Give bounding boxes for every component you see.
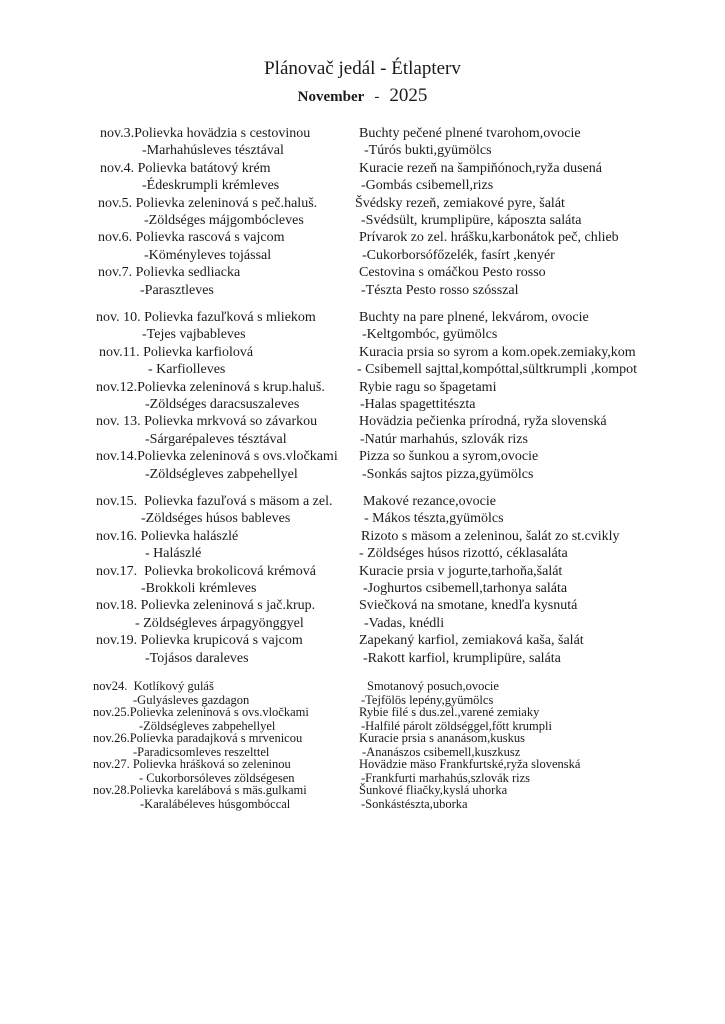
day-label: nov. 10. — [96, 310, 145, 325]
main-hu: -Halfilé párolt zöldséggel,főtt krumpli — [361, 718, 552, 733]
day-label: nov.19. — [96, 633, 141, 649]
soup-hu: - Karfiolleves — [148, 362, 226, 378]
main-hu: -Natúr marhahús, szlovák rizs — [360, 431, 528, 447]
main-sk: Hovädzia pečienka prírodná, ryža slovenská — [359, 414, 607, 430]
page-subtitle — [0, 85, 725, 107]
soup-hu: - Halászlé — [145, 546, 202, 562]
main-hu: -Sonkás sajtos pizza,gyümölcs — [362, 466, 534, 482]
soup-sk: Polievka rascová s vajcom — [135, 230, 285, 246]
main-hu: - Mákos tészta,gyümölcs — [364, 511, 504, 527]
soup-hu: -Brokkoli krémleves — [141, 580, 257, 596]
soup-sk: Polievka brokolicová krémová — [144, 563, 316, 579]
main-sk: Šunkové fliačky,kyslá uhorka — [359, 783, 508, 797]
soup-line-sk — [96, 528, 238, 545]
soup-line-sk — [99, 344, 253, 361]
month-label: November — [297, 89, 365, 105]
soup-sk: Polievka zeleninová s peč.haluš. — [135, 195, 318, 211]
main-hu: -Halas spagettitészta — [360, 396, 476, 412]
day-label: nov.17. — [96, 563, 145, 579]
page-title: Plánovač jedál - Étlapterv — [264, 58, 461, 79]
soup-hu: -Zöldségleves zabpehellyel — [145, 466, 298, 482]
soup-hu: -Zöldséges daracsuszaleves — [145, 396, 300, 412]
soup-sk: Polievka karfiolová — [143, 344, 254, 360]
main-sk: Hovädzie mäso Frankfurtské,ryža slovenská — [359, 757, 581, 771]
subtitle-dash: - — [374, 89, 380, 105]
main-hu: -Joghurtos csibemell,tarhonya saláta — [363, 580, 568, 596]
main-hu: -Keltgombóc, gyümölcs — [362, 327, 498, 343]
main-hu: -Tejfölös lepény,gyümölcs — [361, 692, 494, 707]
soup-sk: Polievka mrkvová so závarkou — [144, 414, 318, 430]
main-sk: Sviečková na smotane, knedľa kysnutá — [359, 598, 578, 614]
main-hu: - Zöldséges húsos rizottó, céklasaláta — [359, 546, 568, 562]
day-label: nov.28. — [93, 783, 130, 797]
soup-line-sk — [96, 448, 338, 465]
soup-hu: -Sárgarépaleves tésztával — [145, 431, 287, 447]
main-sk: Pizza so šunkou a syrom,ovocie — [359, 449, 539, 465]
main-sk: Zapekaný karfiol, zemiaková kaša, šalát — [359, 633, 584, 649]
main-hu: -Svédsült, krumplipüre, káposzta saláta — [361, 212, 582, 228]
main-sk: Kuracie prsia v jogurte,tarhoňa,šalát — [359, 563, 563, 579]
soup-sk: Polievka halászlé — [140, 528, 239, 544]
main-sk: Smotanový posuch,ovocie — [367, 679, 499, 693]
soup-line-sk — [96, 597, 315, 614]
main-sk: Prívarok zo zel. hrášku,karbonátok peč, chlieb — [359, 230, 619, 246]
day-label: nov.27. — [93, 757, 133, 771]
main-hu: -Tészta Pesto rosso szósszal — [361, 282, 519, 298]
day-label: nov.7. — [98, 265, 136, 281]
soup-sk: Polievka zeleninová s ovs.vločkami — [129, 705, 309, 719]
soup-hu: -Paradicsomleves reszelttel — [133, 744, 270, 759]
soup-line-sk — [96, 379, 325, 396]
main-sk: Makové rezance,ovocie — [363, 494, 496, 509]
main-hu: -Gombás csibemell,rizs — [361, 178, 494, 194]
soup-line-sk — [96, 632, 303, 649]
day-label: nov.16. — [96, 528, 141, 544]
soup-line-sk — [100, 160, 271, 177]
day-label: nov24. — [93, 679, 134, 693]
main-hu: -Frankfurti marhahús,szlovák rizs — [361, 770, 531, 785]
soup-sk: Polievka karelábová s mäs.gulkami — [129, 783, 307, 797]
day-label: nov.18. — [96, 598, 141, 614]
day-label: nov.12. — [96, 379, 138, 395]
soup-line-sk — [96, 563, 316, 580]
soup-line-sk — [96, 493, 333, 510]
day-label: nov.6. — [98, 230, 136, 246]
soup-hu: -Zöldséges húsos bableves — [141, 511, 291, 527]
soup-sk: Polievka fazuľková s mliekom — [144, 310, 316, 325]
main-sk: Rizoto s mäsom a zeleninou, šalát zo st.cvikly — [361, 528, 620, 544]
soup-hu: -Parasztleves — [140, 282, 214, 298]
main-sk: Rybie ragu so špagetami — [359, 379, 497, 395]
soup-line-sk — [98, 229, 285, 246]
soup-line-sk — [98, 195, 317, 212]
soup-hu: -Gulyásleves gazdagon — [133, 692, 250, 707]
soup-sk: Polievka zeleninová s jač.krup. — [140, 598, 316, 614]
day-label: nov.14. — [96, 449, 138, 465]
soup-sk: Polievka batátový krém — [137, 160, 271, 176]
soup-sk: Polievka paradajková s mrvenicou — [129, 731, 303, 745]
day-label: nov.25. — [93, 705, 130, 719]
soup-hu: - Cukorborsóleves zöldségesen — [139, 770, 295, 785]
main-hu: -Túrós bukti,gyümölcs — [364, 143, 492, 159]
day-label: nov.3. — [100, 126, 135, 141]
soup-hu: -Tejes vajbableves — [142, 327, 246, 343]
main-sk: Buchty pečené plnené tvarohom,ovocie — [359, 126, 581, 141]
soup-hu: -Zöldséges májgombócleves — [144, 212, 304, 228]
soup-hu: -Marhahúsleves tésztával — [142, 143, 284, 159]
day-label: nov.15. — [96, 494, 145, 509]
main-hu: -Rakott karfiol, krumplipüre, saláta — [363, 650, 561, 666]
soup-hu: - Zöldségleves árpagyönggyel — [135, 615, 304, 631]
soup-sk: Polievka hrášková so zeleninou — [132, 757, 291, 771]
main-hu: -Vadas, knédli — [364, 615, 445, 631]
main-sk: Kuracia prsia so syrom a kom.opek.zemiaky,kom — [359, 344, 636, 360]
main-sk: Kuracie rezeň na šampiňónoch,ryža dusená — [359, 160, 602, 176]
soup-line-sk — [96, 413, 317, 430]
soup-sk: Polievka zeleninová s krup.haluš. — [137, 379, 325, 395]
soup-hu: -Köményleves tojással — [144, 247, 272, 263]
day-label: nov.11. — [99, 344, 144, 360]
main-sk: Rybie filé s dus.zel.,varené zemiaky — [359, 705, 540, 719]
soup-line-sk — [100, 125, 310, 142]
soup-sk: Polievka sedliacka — [135, 265, 241, 281]
year-label: 2025 — [389, 85, 428, 106]
main-sk: Cestovina s omáčkou Pesto rosso — [359, 265, 546, 281]
main-hu: -Sonkástészta,uborka — [361, 796, 468, 811]
soup-sk: Polievka zeleninová s ovs.vločkami — [137, 449, 338, 465]
main-sk: Buchty na pare plnené, lekvárom, ovocie — [359, 310, 589, 325]
day-label: nov.5. — [98, 195, 136, 211]
soup-sk: Kotlíkový guláš — [133, 679, 214, 693]
day-label: nov.26. — [93, 731, 130, 745]
soup-line-sk — [98, 264, 240, 281]
main-hu: - Csibemell sajttal,kompóttal,sültkrumpli ,kompot — [357, 362, 637, 378]
main-sk: Švédsky rezeň, zemiakové pyre, šalát — [355, 195, 565, 211]
soup-hu: -Karalábéleves húsgombóccal — [140, 796, 291, 811]
soup-hu: -Tojásos daraleves — [145, 650, 249, 666]
main-hu: -Cukorborsófőzelék, fasírt ,kenyér — [362, 247, 555, 263]
main-hu: -Ananászos csibemell,kuszkusz — [362, 744, 521, 759]
soup-sk: Polievka krupicová s vajcom — [140, 633, 303, 649]
soup-hu: -Édeskrumpli krémleves — [142, 178, 280, 194]
day-label: nov.4. — [100, 160, 138, 176]
soup-line-sk — [96, 309, 316, 326]
soup-sk: Polievka fazuľová s mäsom a zel. — [144, 494, 333, 509]
soup-sk: Polievka hovädzia s cestovinou — [134, 126, 311, 141]
day-label: nov. 13. — [96, 414, 145, 430]
soup-hu: -Zöldségleves zabpehellyel — [139, 718, 276, 733]
main-sk: Kuracie prsia s ananásom,kuskus — [359, 731, 525, 745]
